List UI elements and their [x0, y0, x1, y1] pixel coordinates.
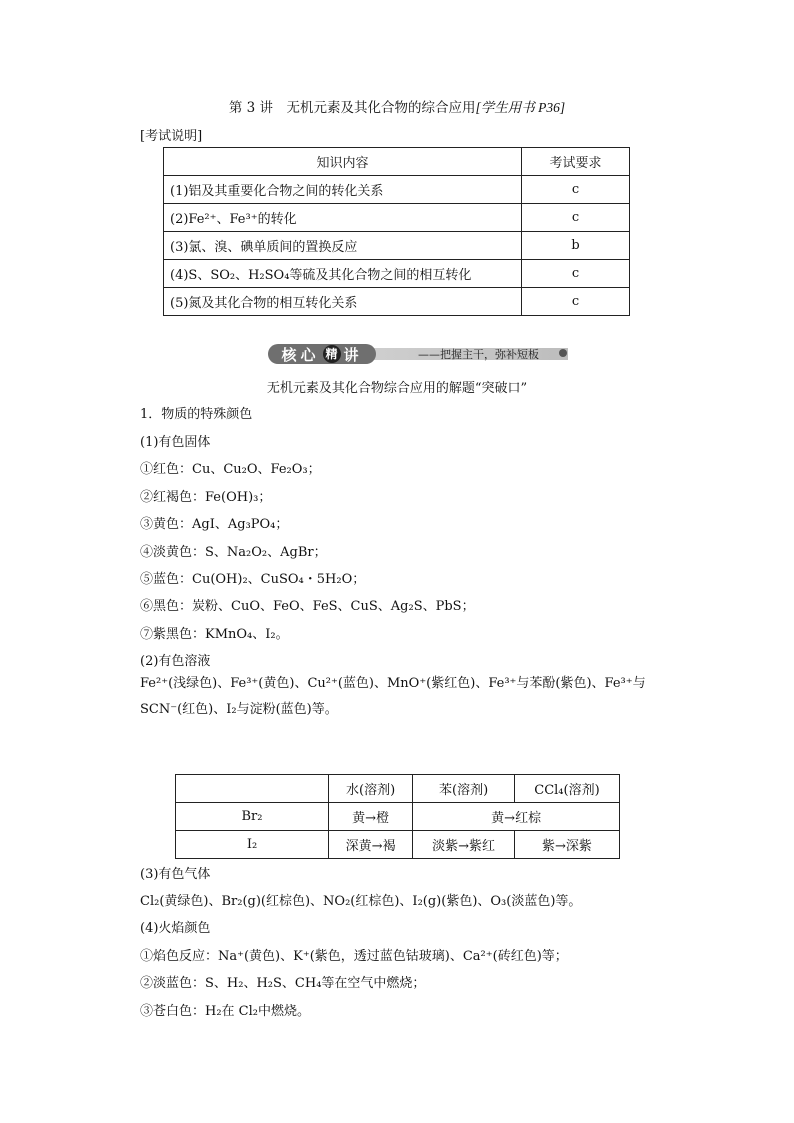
subheading-flame-colors: (4)火焰颜色: [140, 921, 211, 936]
table-row: [164, 260, 630, 288]
table-header: 苯(溶剂): [413, 775, 515, 803]
table-cell: I₂: [176, 831, 329, 859]
table-header: [176, 775, 329, 803]
list-item: ②淡蓝色：S、H₂、H₂S、CH₄等在空气中燃烧；: [140, 976, 426, 991]
table-row: [176, 803, 620, 831]
table-cell: 深黄→褐: [329, 831, 413, 859]
banner-char: 核: [281, 345, 301, 364]
table-row: [164, 232, 630, 260]
table-cell: (4)S、SO₂、H₂SO₄等硫及其化合物之间的相互转化: [164, 260, 522, 288]
subheading-colored-solids: (1)有色固体: [140, 435, 211, 450]
page-title: [0, 96, 794, 116]
list-item: ③黄色：AgI、Ag₃PO₄；: [140, 517, 289, 532]
banner-slogan: ——把握主干，弥补短板: [418, 348, 539, 361]
table-cell: 紫→深紫: [514, 831, 619, 859]
list-item: ①焰色反应：Na⁺(黄色)、K⁺(紫色，透过蓝色钴玻璃)、Ca²⁺(砖红色)等；: [140, 949, 568, 964]
table-cell: c: [522, 176, 630, 204]
table-cell: b: [522, 232, 630, 260]
table-cell: (2)Fe²⁺、Fe³⁺的转化: [164, 204, 522, 232]
table-cell: (5)氮及其化合物的相互转化关系: [164, 288, 522, 316]
table-header: 知识内容: [164, 148, 522, 176]
section-banner: [268, 343, 571, 365]
table-cell: (1)铝及其重要化合物之间的转化关系: [164, 176, 522, 204]
table-header-row: [164, 148, 630, 176]
subheading-colored-solutions: (2)有色溶液: [140, 654, 211, 669]
title-book-reference: [学生用书 P36]: [475, 100, 566, 115]
table-header: 考试要求: [522, 148, 630, 176]
list-item: ④淡黄色：S、Na₂O₂、AgBr；: [140, 545, 327, 560]
banner-char: 心: [300, 345, 320, 364]
table-cell: Br₂: [176, 803, 329, 831]
list-item: ②红褐色：Fe(OH)₃；: [140, 490, 272, 505]
table-header-row: [176, 775, 620, 803]
subheading-colored-gases: (3)有色气体: [140, 867, 211, 882]
table-cell: (3)氯、溴、碘单质间的置换反应: [164, 232, 522, 260]
table-cell: c: [522, 204, 630, 232]
table-cell: 淡紫→紫红: [413, 831, 515, 859]
table-row: [164, 288, 630, 316]
list-item: ⑤蓝色：Cu(OH)₂、CuSO₄・5H₂O；: [140, 572, 366, 587]
table-row: [164, 176, 630, 204]
banner-char: 讲: [343, 345, 363, 364]
banner-pill: [268, 344, 376, 364]
bullet-dot-icon: [559, 349, 567, 357]
solvent-color-table: [175, 774, 620, 859]
colored-gases-paragraph: Cl₂(黄绿色)、Br₂(g)(红棕色)、NO₂(红棕色)、I₂(g)(紫色)、O₃(淡蓝色)等。: [140, 894, 582, 909]
table-cell: c: [522, 288, 630, 316]
table-row: [164, 204, 630, 232]
list-item: ⑥黑色：炭粉、CuO、FeO、FeS、CuS、Ag₂S、PbS；: [140, 599, 475, 614]
list-item: ⑦紫黑色：KMnO₄、I₂。: [140, 627, 289, 642]
title-main: 第 3 讲 无机元素及其化合物的综合应用: [228, 100, 476, 116]
table-header: 水(溶剂): [329, 775, 413, 803]
list-item: ①红色：Cu、Cu₂O、Fe₂O₃；: [140, 462, 321, 477]
table-cell: 黄→红棕: [413, 803, 620, 831]
list-item: ③苍白色：H₂在 Cl₂中燃烧。: [140, 1004, 310, 1019]
banner-highlight-char: 精: [323, 345, 341, 363]
table-cell: c: [522, 260, 630, 288]
requirements-table: [163, 147, 630, 316]
colored-solutions-paragraph: Fe²⁺(浅绿色)、Fe³⁺(黄色)、Cu²⁺(蓝色)、MnO⁺(紫红色)、Fe³⁺与苯酚(紫色)、Fe³⁺与 SCN⁻(红色)、I₂与淀粉(蓝色)等。: [140, 676, 646, 717]
table-header: CCl₄(溶剂): [514, 775, 619, 803]
section-subtitle: 无机元素及其化合物综合应用的解题“突破口”: [266, 381, 528, 396]
exam-note-label: [考试说明]: [140, 129, 203, 144]
table-row: [176, 831, 620, 859]
table-cell: 黄→橙: [329, 803, 413, 831]
heading-special-colors: 1．物质的特殊颜色: [140, 407, 253, 422]
